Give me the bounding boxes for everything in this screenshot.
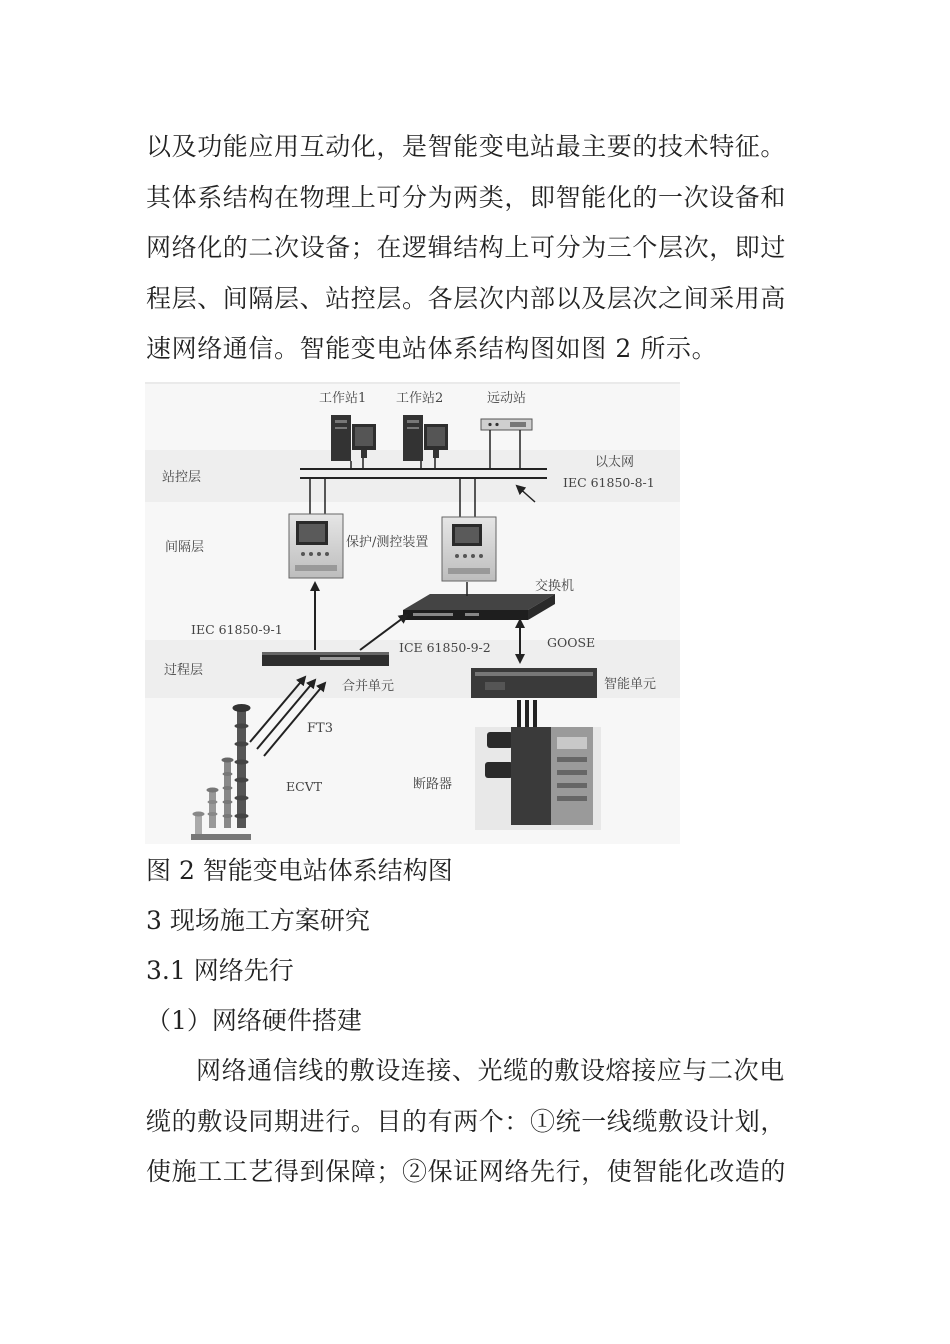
goose-label: GOOSE (547, 635, 596, 650)
merging-unit-label: 合并单元 (342, 679, 395, 694)
remote-station-label: 远动站 (487, 391, 527, 406)
protection-device-2-icon (442, 517, 496, 581)
switch-icon (403, 594, 555, 620)
ecvt-label: ECVT (286, 779, 323, 794)
remote-station-icon (481, 419, 532, 430)
switch-label: 交换机 (535, 579, 575, 594)
figure-caption: 图 2 智能变电站体系结构图 (146, 856, 453, 885)
intro-paragraph (146, 122, 808, 375)
process-layer-label: 过程层 (164, 663, 204, 678)
ethernet-standard-label: IEC 61850-8-1 (563, 475, 655, 490)
ice-9-2-label: ICE 61850-9-2 (399, 640, 491, 655)
workstation-1-label: 工作站1 (319, 391, 367, 406)
bay-layer-label: 间隔层 (165, 540, 205, 555)
ethernet-label: 以太网 (595, 455, 635, 470)
text-line: 缆的敷设同期进行。目的有两个：①统一线缆敷设计划， (146, 1106, 787, 1136)
workstation-2-label: 工作站2 (396, 391, 444, 406)
iec-9-1-label: IEC 61850-9-1 (191, 622, 283, 637)
text-line: 速网络通信。智能变电站体系结构图如图 2 所示。 (146, 334, 718, 363)
text-line: 网络通信线的敷设连接、光缆的敷设熔接应与二次电 (196, 1056, 785, 1085)
smart-unit-icon (471, 668, 597, 698)
item-heading: （1）网络硬件搭建 (146, 1006, 362, 1035)
text-line: 以及功能应用互动化，是智能变电站最主要的技术特征。 (146, 132, 787, 161)
architecture-diagram (145, 382, 680, 844)
protection-device-1-icon (289, 514, 343, 578)
section-heading: 3 现场施工方案研究 (146, 906, 370, 935)
text-line: 网络化的二次设备；在逻辑结构上可分为三个层次，即过 (146, 233, 787, 262)
text-line: 使施工工艺得到保障；②保证网络先行，使智能化改造的 (146, 1157, 787, 1186)
smart-unit-label: 智能单元 (604, 677, 657, 692)
station-layer-label: 站控层 (162, 470, 202, 485)
breaker-label: 断路器 (413, 777, 453, 792)
ft3-label: FT3 (307, 721, 333, 736)
text-line: 程层、间隔层、站控层。各层次内部以及层次之间采用高 (146, 283, 787, 313)
protection-device-label: 保护/测控装置 (346, 535, 429, 550)
merging-unit-icon (262, 652, 389, 666)
body-paragraph (146, 1046, 808, 1198)
subsection-heading: 3.1 网络先行 (146, 956, 294, 985)
architecture-figure (145, 382, 680, 844)
text-line: 其体系结构在物理上可分为两类，即智能化的一次设备和 (146, 182, 787, 212)
